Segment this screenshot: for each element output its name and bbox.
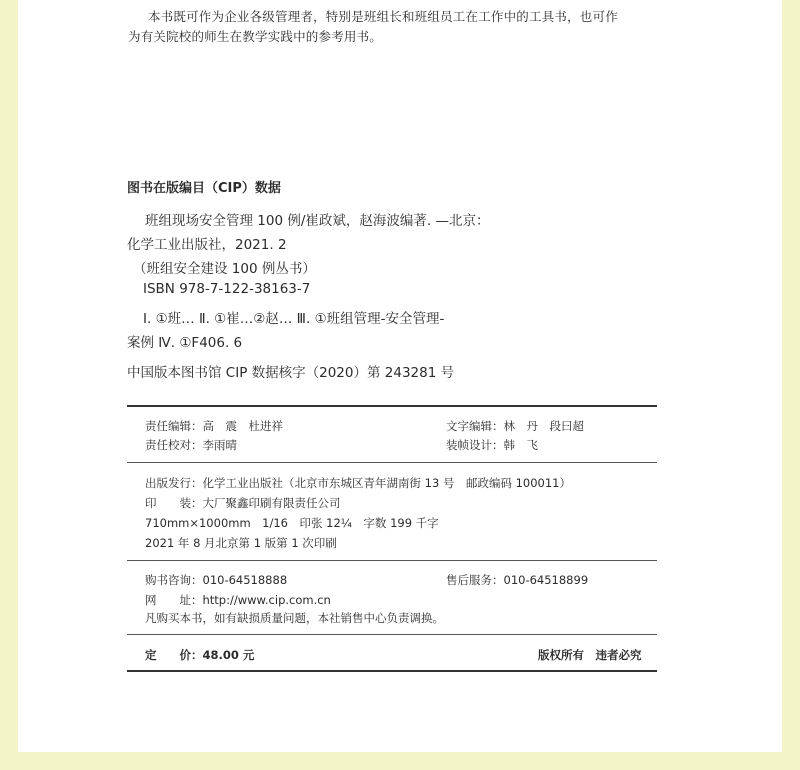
cip-heading: 图书在版编目（CIP）数据 — [127, 181, 281, 196]
intro-text-line-2: 为有关院校的师生在教学实践中的参考用书。 — [128, 29, 383, 44]
service-phone: 售后服务：010-64518899 — [446, 573, 589, 587]
intro-text-line-1: 本书既可作为企业各级管理者，特别是班组长和班组员工在工作中的工具书，也可作 — [148, 9, 618, 24]
divider — [127, 634, 657, 635]
cover-designer: 装帧设计：韩 飞 — [446, 438, 538, 452]
cip-publisher-line: 化学工业出版社，2021. 2 — [127, 237, 287, 253]
cip-subject-line-1: Ⅰ. ①班… Ⅱ. ①崔…②赵… Ⅲ. ①班组管理-安全管理- — [143, 311, 445, 327]
responsible-editor: 责任编辑：高 震 杜进祥 — [145, 419, 283, 433]
edition-info: 2021 年 8 月北京第 1 版第 1 次印刷 — [145, 536, 337, 550]
proofreader: 责任校对：李雨晴 — [145, 438, 237, 452]
cip-title-line: 班组现场安全管理 100 例/崔政斌，赵海波编著. —北京： — [145, 213, 490, 229]
cip-isbn: ISBN 978-7-122-38163-7 — [143, 281, 311, 297]
cip-subject-line-2: 案例 Ⅳ. ①F406. 6 — [127, 335, 243, 351]
rights-notice: 版权所有 违者必究 — [538, 648, 642, 662]
cip-series-line: （班组安全建设 100 例丛书） — [133, 261, 316, 277]
publisher-info: 出版发行：化学工业出版社（北京市东城区青年湖南街 13 号 邮政编码 100011） — [145, 476, 571, 490]
price: 定 价：48.00 元 — [145, 648, 255, 662]
divider — [127, 560, 657, 561]
divider — [127, 405, 657, 407]
divider — [127, 670, 657, 672]
text-editor: 文字编辑：林 丹 段曰超 — [446, 419, 584, 433]
divider — [127, 462, 657, 463]
printer-info: 印 装：大厂聚鑫印刷有限责任公司 — [145, 496, 341, 510]
purchase-phone: 购书咨询：010-64518888 — [145, 573, 288, 587]
website: 网 址：http://www.cip.com.cn — [145, 593, 331, 607]
quality-notice: 凡购买本书，如有缺损质量问题，本社销售中心负责调换。 — [145, 611, 444, 625]
cip-record-number: 中国版本图书馆 CIP 数据核字（2020）第 243281 号 — [127, 365, 455, 381]
format-info: 710mm×1000mm 1/16 印张 12¼ 字数 199 千字 — [145, 516, 439, 530]
